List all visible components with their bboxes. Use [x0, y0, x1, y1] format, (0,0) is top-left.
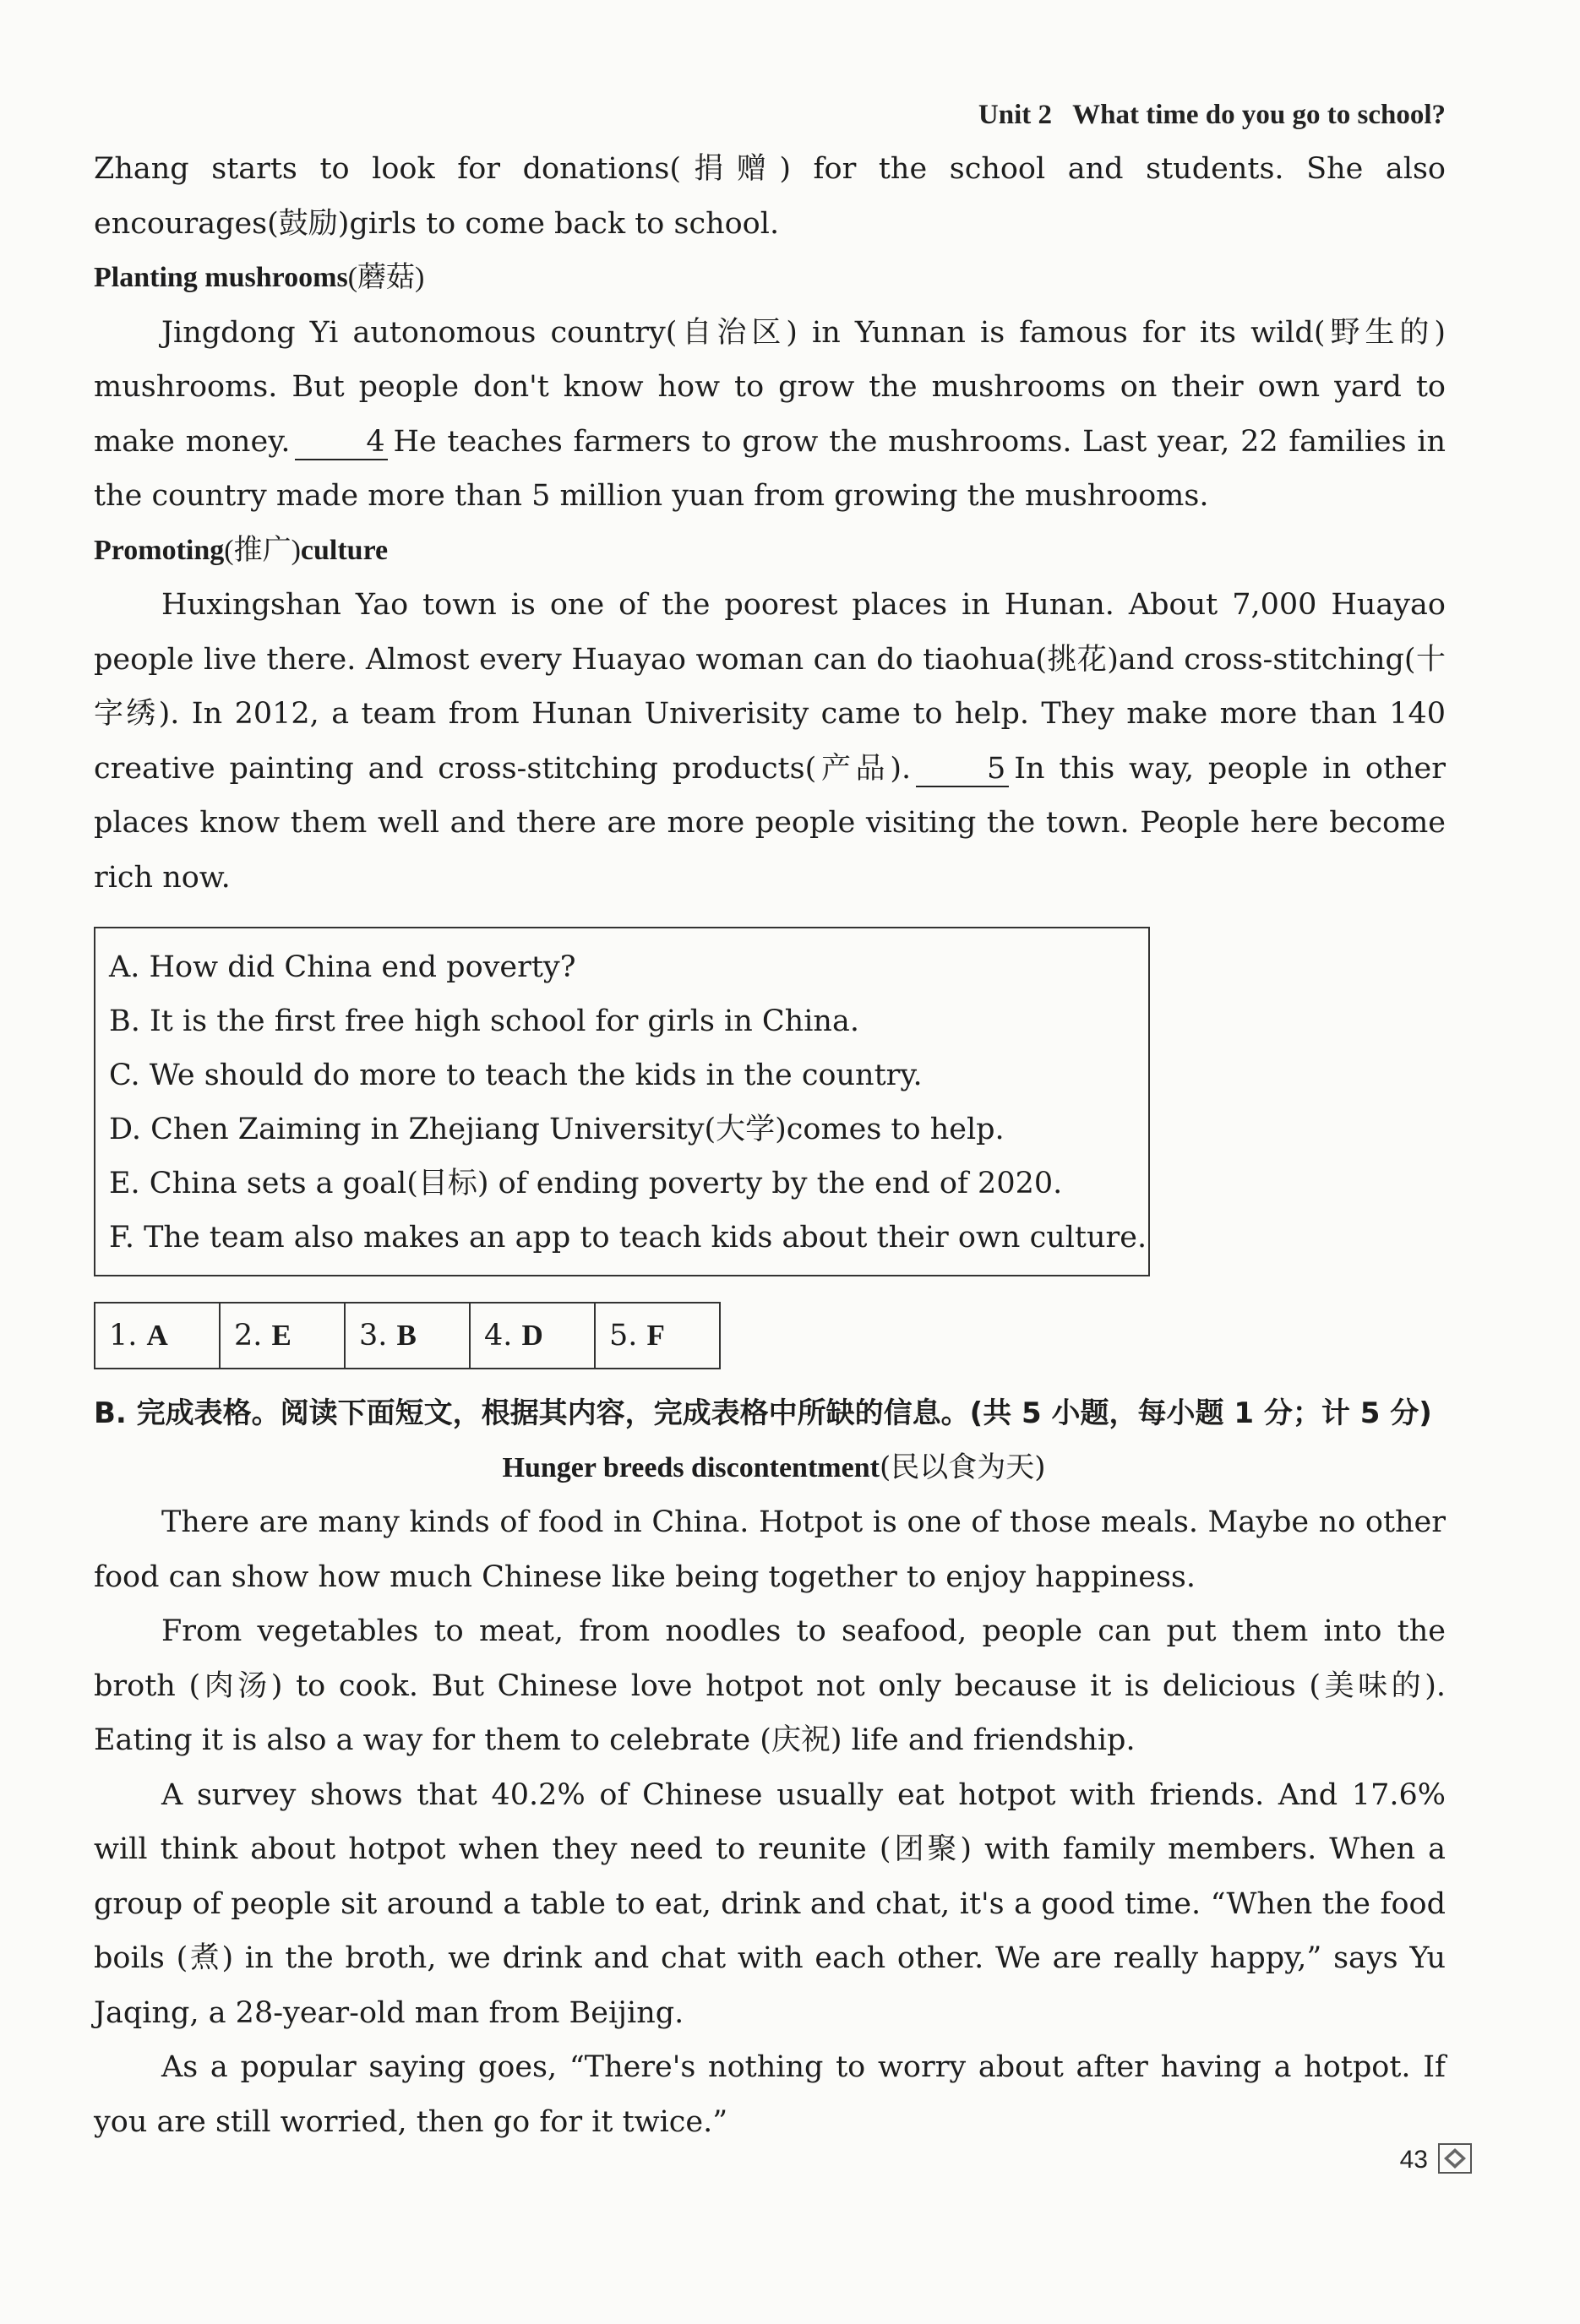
- option-b: B. It is the first free high school for girls in China.: [109, 1004, 859, 1038]
- answer-value: E: [271, 1319, 291, 1352]
- culture-heading: [94, 524, 1446, 579]
- section-b-instruction: B. 完成表格。阅读下面短文，根据其内容，完成表格中所缺的信息。(共 5 小题，每小题 1 分；计 5 分): [94, 1396, 1432, 1430]
- culture-heading-cn: (推广): [224, 534, 301, 566]
- answer-value: A: [146, 1319, 168, 1352]
- culture-paragraph: [94, 578, 1446, 905]
- option-f: F. The team also makes an app to teach kids about their own culture.: [109, 1221, 1147, 1255]
- answer-cell[interactable]: [220, 1303, 345, 1369]
- blank-5[interactable]: 5: [916, 752, 1009, 787]
- answer-cell[interactable]: [470, 1303, 595, 1369]
- option-e: E. China sets a goal(目标) of ending poverty by the end of 2020.: [109, 1167, 1063, 1200]
- culture-heading-a: Promoting: [94, 534, 225, 566]
- passage-paragraph-3: A survey shows that 40.2% of Chinese usually eat hotpot with friends. And 17.6% will think about hotpot when they need to reunite (团聚) with family members. When a group of people sit around a table to eat, drink and chat, it's a good time. “When the food boils (煮) in the broth, we drink and chat with each other. We are really happy,” says Yu Jaqing, a 28-year-old man from Beijing.: [94, 1777, 1446, 2030]
- mushroom-heading-en: Planting mushrooms: [94, 262, 348, 293]
- header-unit: Unit 2: [978, 100, 1052, 130]
- mushroom-heading: [94, 251, 1446, 306]
- options-box: [94, 927, 1150, 1276]
- answer-cell[interactable]: [345, 1303, 470, 1369]
- answer-num: 3.: [359, 1319, 388, 1352]
- page-number: 43: [1399, 2146, 1428, 2174]
- passage-title: [102, 1440, 1446, 1495]
- mushroom-heading-cn: (蘑菇): [347, 262, 425, 293]
- answer-cell[interactable]: [595, 1303, 720, 1369]
- mushroom-text-a: Jingdong Yi autonomous country(自治区) in Yunnan is famous for its wild(野生的) mushrooms. But people don't know how to grow the mushrooms on their own yard to make money.: [94, 315, 1446, 459]
- answer-value: D: [521, 1319, 543, 1352]
- answer-num: 5.: [609, 1319, 638, 1352]
- mushroom-paragraph: [94, 306, 1446, 524]
- running-header: [978, 100, 1446, 131]
- passage-paragraph-2: From vegetables to meat, from noodles to seafood, people can put them into the broth (肉汤) to cook. But Chinese love hotpot not only because it is delicious (美味的). Eating it is also a way for them to celebrate (庆祝) life and friendship.: [94, 1614, 1446, 1757]
- header-title: What time do you go to school?: [1072, 100, 1446, 130]
- answer-value: F: [646, 1319, 665, 1352]
- passage-title-cn: (民以食为天): [879, 1450, 1046, 1484]
- culture-text-b: In this way, people in other places know them well and there are more people visiting the town. People here become rich now.: [94, 751, 1446, 895]
- mushroom-text-b: He teaches farmers to grow the mushrooms. Last year, 22 families in the country made more than 5 million yuan from growing the mushrooms.: [94, 424, 1447, 513]
- answer-table: [94, 1302, 721, 1369]
- culture-heading-b: culture: [300, 534, 389, 566]
- page-content: [94, 142, 1446, 2149]
- answer-num: 1.: [109, 1319, 138, 1352]
- answer-num: 4.: [484, 1319, 513, 1352]
- passage-paragraph-4: As a popular saying goes, “There's nothing to worry about after having a hotpot. If you are still worried, then go for it twice.”: [94, 2050, 1446, 2139]
- passage-paragraph-1: There are many kinds of food in China. Hotpot is one of those meals. Maybe no other food can show how much Chinese like being together to enjoy happiness.: [94, 1505, 1446, 1594]
- answer-value: B: [396, 1319, 417, 1352]
- diamond-page-icon: [1438, 2143, 1472, 2174]
- option-c: C. We should do more to teach the kids in the country.: [109, 1059, 923, 1092]
- option-a: A. How did China end poverty?: [109, 950, 576, 984]
- culture-text-a: Huxingshan Yao town is one of the poorest places in Hunan. About 7,000 Huayao people live there. Almost every Huayao woman can do tiaohua(挑花)and cross-stitching(十字绣). In 2012, a team from Hunan Univerisity came to help. They make more than 140 creative painting and cross-stitching products(产品).: [94, 588, 1446, 786]
- answer-num: 2.: [234, 1319, 263, 1352]
- answer-cell[interactable]: [95, 1303, 220, 1369]
- intro-paragraph: Zhang starts to look for donations(捐赠) for the school and students. She also encourages(鼓励)girls to come back to school.: [94, 152, 1446, 241]
- passage-title-en: Hunger breeds discontentment: [502, 1452, 880, 1483]
- blank-4[interactable]: 4: [295, 425, 388, 460]
- option-d: D. Chen Zaiming in Zhejiang University(大学)comes to help.: [109, 1113, 1005, 1146]
